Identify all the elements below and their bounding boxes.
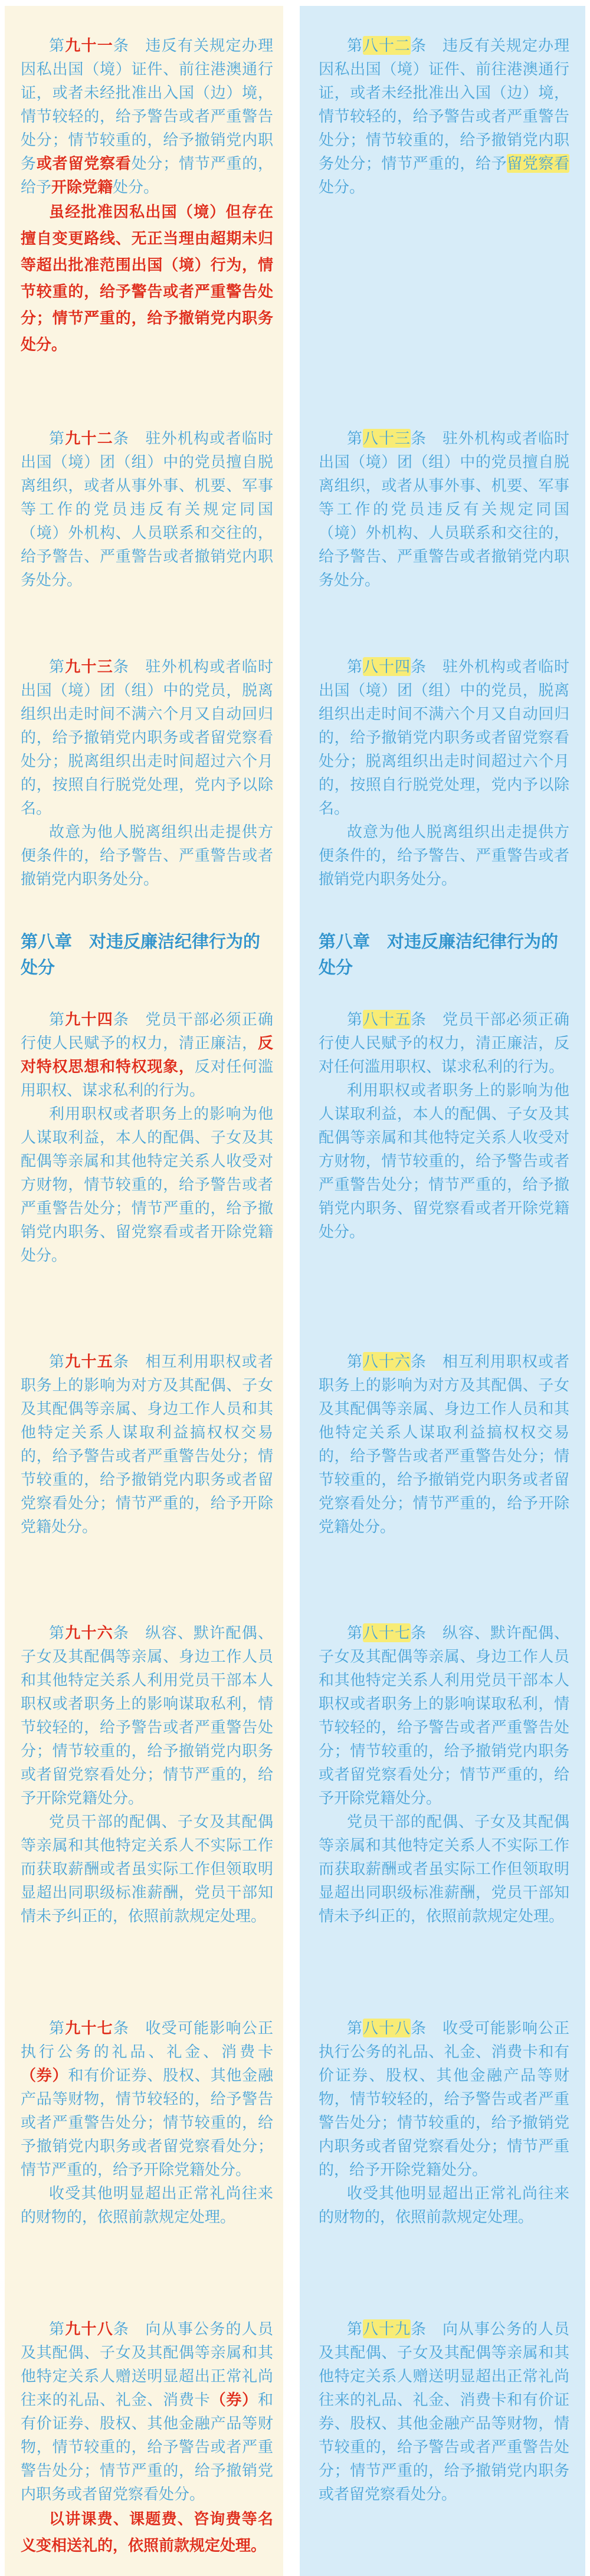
emphasis-red-text: 九十八 — [65, 2320, 113, 2338]
text-run: 条 向从事公务的人员及其配偶、子女及其配偶等亲属和其他特定关系人赠送明显超出正常礼尚往来的礼品、礼金、消费卡和有价证券、股权、其他金融产品等财物，情节较重的，给予警告或者严重警告处分；情节严重的，给予撤销党内职务或者留党察看处分。 — [319, 2320, 569, 2503]
highlighted-text: 留党察看 — [507, 155, 569, 172]
article-block-91 — [21, 34, 273, 358]
emphasis-red-text: （券） — [210, 2391, 258, 2408]
emphasis-red-text: （券） — [21, 2066, 68, 2084]
text-run: 第 — [49, 1010, 65, 1028]
article-block-85 — [319, 1008, 569, 1243]
text-run: 处分。 — [113, 178, 159, 196]
emphasis-red-text: 九十七 — [65, 2019, 113, 2037]
article-85-para-1 — [319, 1008, 569, 1078]
article-block-86 — [319, 1350, 569, 1538]
article-98-para-1 — [21, 2317, 273, 2506]
text-run: 利用职权或者职务上的影响为他人谋取利益，本人的配偶、子女及其配偶等亲属和其他特定关系人收受对方财物，情节较重的，给予警告或者严重警告处分；情节严重的，给予撤销党内职务、留党察看或者开除党籍处分。 — [21, 1105, 273, 1264]
article-block-94 — [21, 1008, 273, 1267]
article-block-93 — [21, 655, 273, 891]
text-run: 条 驻外机构或者临时出国（境）团（组）中的党员，脱离组织出走时间不满六个月又自动回归的，给予撤销党内职务或者留党察看处分；脱离组织出走时间超过六个月的，按照自行脱党处理，党内予以除名。 — [21, 658, 273, 817]
text-run: 第 — [347, 2320, 363, 2338]
article-85-para-2 — [319, 1078, 569, 1243]
text-run: 处分。 — [319, 178, 365, 196]
text-run: 和有价证券、股权、其他金融产品等财物，情节较重的，给予警告或者严重警告处分；情节严重的，给予撤销党内职务或者留党察看处分。 — [21, 2391, 273, 2503]
text-run: 第 — [347, 1353, 363, 1370]
article-91-para-2 — [21, 199, 273, 358]
text-run: 条 驻外机构或者临时出国（境）团（组）中的党员擅自脱离组织，或者从事外事、机要、军事等工作的党员违反有关规定同国（境）外机构、人员联系和交往的，给予警告、严重警告或者撤销党内职务处分。 — [319, 429, 569, 589]
text-run: 收受其他明显超出正常礼尚往来的财物的，依照前款规定处理。 — [21, 2184, 273, 2226]
text-run: 条 驻外机构或者临时出国（境）团（组）中的党员擅自脱离组织，或者从事外事、机要、军事等工作的党员违反有关规定同国（境）外机构、人员联系和交往的，给予警告、严重警告或者撤销党内职务处分。 — [21, 429, 273, 589]
text-run: 第 — [49, 1624, 65, 1642]
highlighted-text: 八十九 — [363, 2320, 411, 2338]
article-96-para-1 — [21, 1621, 273, 1810]
article-93-para-1 — [21, 655, 273, 820]
emphasis-red-text: 或者留党察看 — [36, 155, 132, 172]
chapter-8-heading — [21, 929, 273, 981]
text-run: 条 违反有关规定办理因私出国（境）证件、前往港澳通行证，或者未经批准出入国（边）境，情节较轻的，给予警告或者严重警告处分；情节较重的，给予撤销党内职务 — [21, 37, 273, 172]
highlighted-text: 八十八 — [363, 2019, 411, 2037]
article-92-para-1 — [21, 426, 273, 592]
article-96-para-2 — [21, 1810, 273, 1928]
text-run: 第 — [347, 1624, 363, 1642]
text-run: 第 — [49, 2320, 65, 2338]
text-run: 党员干部的配偶、子女及其配偶等亲属和其他特定关系人不实际工作而获取薪酬或者虽实际工作但领取明显超出同职级标准薪酬，党员干部知情未予纠正的，依照前款规定处理。 — [319, 1813, 569, 1925]
article-97-para-1 — [21, 2016, 273, 2181]
emphasis-red-text: 九十六 — [65, 1624, 113, 1642]
article-block-82 — [319, 34, 569, 199]
text-run: 条 违反有关规定办理因私出国（境）证件、前往港澳通行证，或者未经批准出入国（边）境，情节较轻的，给予警告或者严重警告处分；情节较重的，给予撤销党内职务处分；情节严重的，给予 — [319, 37, 569, 172]
emphasis-red-text: 反对特权思想和特权现象， — [21, 1034, 273, 1075]
article-block-89 — [319, 2317, 569, 2506]
text-run: 条 党员干部必须正确行使人民赋予的权力，清正廉洁， — [21, 1010, 273, 1052]
text-run: 第 — [347, 2019, 363, 2037]
text-run: 条 收受可能影响公正执行公务的礼品、礼金、消费卡 — [21, 2019, 273, 2060]
text-run: 第 — [49, 1353, 65, 1370]
highlighted-text: 八十六 — [363, 1353, 411, 1370]
article-98-para-2 — [21, 2506, 273, 2559]
text-run: 第八章 对违反廉洁纪律行为的处分 — [319, 933, 559, 977]
text-run: 收受其他明显超出正常礼尚往来的财物的，依照前款规定处理。 — [319, 2184, 569, 2226]
article-block-83 — [319, 426, 569, 592]
emphasis-red-text: 开除党籍 — [51, 178, 113, 196]
text-run: 条 纵容、默许配偶、子女及其配偶等亲属、身边工作人员和其他特定关系人利用党员干部本人职权或者职务上的影响谋取私利，情节较轻的，给予警告或者严重警告处分；情节较重的，给予撤销党内职务或者留党察看处分；情节严重的，给予开除党籍处分。 — [319, 1624, 569, 1807]
article-87-para-2 — [319, 1810, 569, 1928]
text-run: 反对任何滥用职权、谋求私利的行为。 — [21, 1058, 273, 1099]
article-block-97 — [21, 2016, 273, 2229]
article-block-84 — [319, 655, 569, 891]
highlighted-text: 八十三 — [363, 429, 411, 447]
text-run: 条 收受可能影响公正执行公务的礼品、礼金、消费卡和有价证券、股权、其他金融产品等财物，情节较轻的，给予警告或者严重警告处分；情节较重的，给予撤销党内职务或者留党察看处分；情节严重的，给予开除党籍处分。 — [319, 2019, 569, 2178]
text-run: 第 — [347, 37, 363, 54]
text-run: 条 驻外机构或者临时出国（境）团（组）中的党员，脱离组织出走时间不满六个月又自动回归的，给予撤销党内职务或者留党察看处分；脱离组织出走时间超过六个月的，按照自行脱党处理，党内予以除名。 — [319, 658, 569, 817]
article-97-para-2 — [21, 2181, 273, 2229]
article-block-87 — [319, 1621, 569, 1928]
text-run: 利用职权或者职务上的影响为他人谋取利益，本人的配偶、子女及其配偶等亲属和其他特定关系人收受对方财物，情节较重的，给予警告或者严重警告处分；情节严重的，给予撤销党内职务、留党察看或者开除党籍处分。 — [319, 1081, 569, 1241]
right-column — [300, 6, 585, 2576]
highlighted-text: 八十四 — [363, 658, 411, 675]
text-run: 第 — [347, 1010, 363, 1028]
emphasis-red-text: 九十五 — [65, 1353, 113, 1370]
text-run: 第 — [347, 429, 363, 447]
article-84-para-2 — [319, 820, 569, 891]
article-block-98 — [21, 2317, 273, 2559]
text-run: 条 纵容、默许配偶、子女及其配偶等亲属、身边工作人员和其他特定关系人利用党员干部本人职权或者职务上的影响谋取私利，情节较轻的，给予警告或者严重警告处分；情节较重的，给予撤销党内职务或者留党察看处分；情节严重的，给予开除党籍处分。 — [21, 1624, 273, 1807]
left-column — [5, 6, 283, 2576]
emphasis-red-text: 九十四 — [65, 1010, 113, 1028]
emphasis-red-text: 以讲课费、课题费、咨询费等名义变相送礼的，依照前款规定处理。 — [21, 2510, 273, 2554]
article-89-para-1 — [319, 2317, 569, 2506]
chapter-8-heading — [319, 929, 569, 981]
article-block-95 — [21, 1350, 273, 1538]
article-87-para-1 — [319, 1621, 569, 1810]
article-95-para-1 — [21, 1350, 273, 1538]
highlighted-text: 八十五 — [363, 1010, 411, 1028]
emphasis-red-text: 九十一 — [65, 37, 113, 54]
highlighted-text: 八十二 — [363, 37, 411, 54]
text-run: 和有价证券、股权、其他金融产品等财物，情节较轻的，给予警告或者严重警告处分；情节较重的，给予撤销党内职务或者留党察看处分；情节严重的，给予开除党籍处分。 — [21, 2066, 273, 2178]
article-88-para-2 — [319, 2181, 569, 2229]
text-run: 第八章 对违反廉洁纪律行为的处分 — [21, 933, 261, 977]
emphasis-red-text: 九十二 — [65, 429, 113, 447]
text-run: 第 — [49, 429, 65, 447]
emphasis-red-text: 虽经批准因私出国（境）但存在擅自变更路线、无正当理由超期未归等超出批准范围出国（境）行为，情节较重的，给予警告或者严重警告处分；情节严重的，给予撤销党内职务处分。 — [21, 203, 273, 353]
article-88-para-1 — [319, 2016, 569, 2181]
chapter-heading-block — [319, 929, 569, 981]
text-run: 第 — [49, 37, 65, 54]
text-run: 处分；情节严重的，给予 — [21, 155, 273, 196]
text-run: 条 相互利用职权或者职务上的影响为对方及其配偶、子女及其配偶等亲属、身边工作人员和其他特定关系人谋取利益搞权权交易的，给予警告或者严重警告处分；情节较重的，给予撤销党内职务或者留党察看处分；情节严重的，给予开除党籍处分。 — [21, 1353, 273, 1535]
article-block-88 — [319, 2016, 569, 2229]
article-93-para-2 — [21, 820, 273, 891]
article-86-para-1 — [319, 1350, 569, 1538]
article-94-para-2 — [21, 1102, 273, 1267]
text-run: 第 — [49, 658, 65, 675]
text-run: 故意为他人脱离组织出走提供方便条件的，给予警告、严重警告或者撤销党内职务处分。 — [319, 823, 569, 888]
article-94-para-1 — [21, 1008, 273, 1102]
article-block-92 — [21, 426, 273, 592]
text-run: 第 — [49, 2019, 65, 2037]
chapter-heading-block — [21, 929, 273, 981]
article-91-para-1 — [21, 34, 273, 199]
emphasis-red-text: 九十三 — [65, 658, 113, 675]
article-block-96 — [21, 1621, 273, 1928]
text-run: 条 向从事公务的人员及其配偶、子女及其配偶等亲属和其他特定关系人赠送明显超出正常礼尚往来的礼品、礼金、消费卡 — [21, 2320, 273, 2408]
article-84-para-1 — [319, 655, 569, 820]
highlighted-text: 八十七 — [363, 1624, 411, 1642]
text-run: 条 相互利用职权或者职务上的影响为对方及其配偶、子女及其配偶等亲属、身边工作人员和其他特定关系人谋取利益搞权权交易的，给予警告或者严重警告处分；情节较重的，给予撤销党内职务或者留党察看处分；情节严重的，给予开除党籍处分。 — [319, 1353, 569, 1535]
text-run: 党员干部的配偶、子女及其配偶等亲属和其他特定关系人不实际工作而获取薪酬或者虽实际工作但领取明显超出同职级标准薪酬，党员干部知情未予纠正的，依照前款规定处理。 — [21, 1813, 273, 1925]
article-82-para-1 — [319, 34, 569, 199]
article-83-para-1 — [319, 426, 569, 592]
text-run: 第 — [347, 658, 363, 675]
text-run: 故意为他人脱离组织出走提供方便条件的，给予警告、严重警告或者撤销党内职务处分。 — [21, 823, 273, 888]
text-run: 条 党员干部必须正确行使人民赋予的权力，清正廉洁，反对任何滥用职权、谋求私利的行为。 — [319, 1010, 569, 1075]
